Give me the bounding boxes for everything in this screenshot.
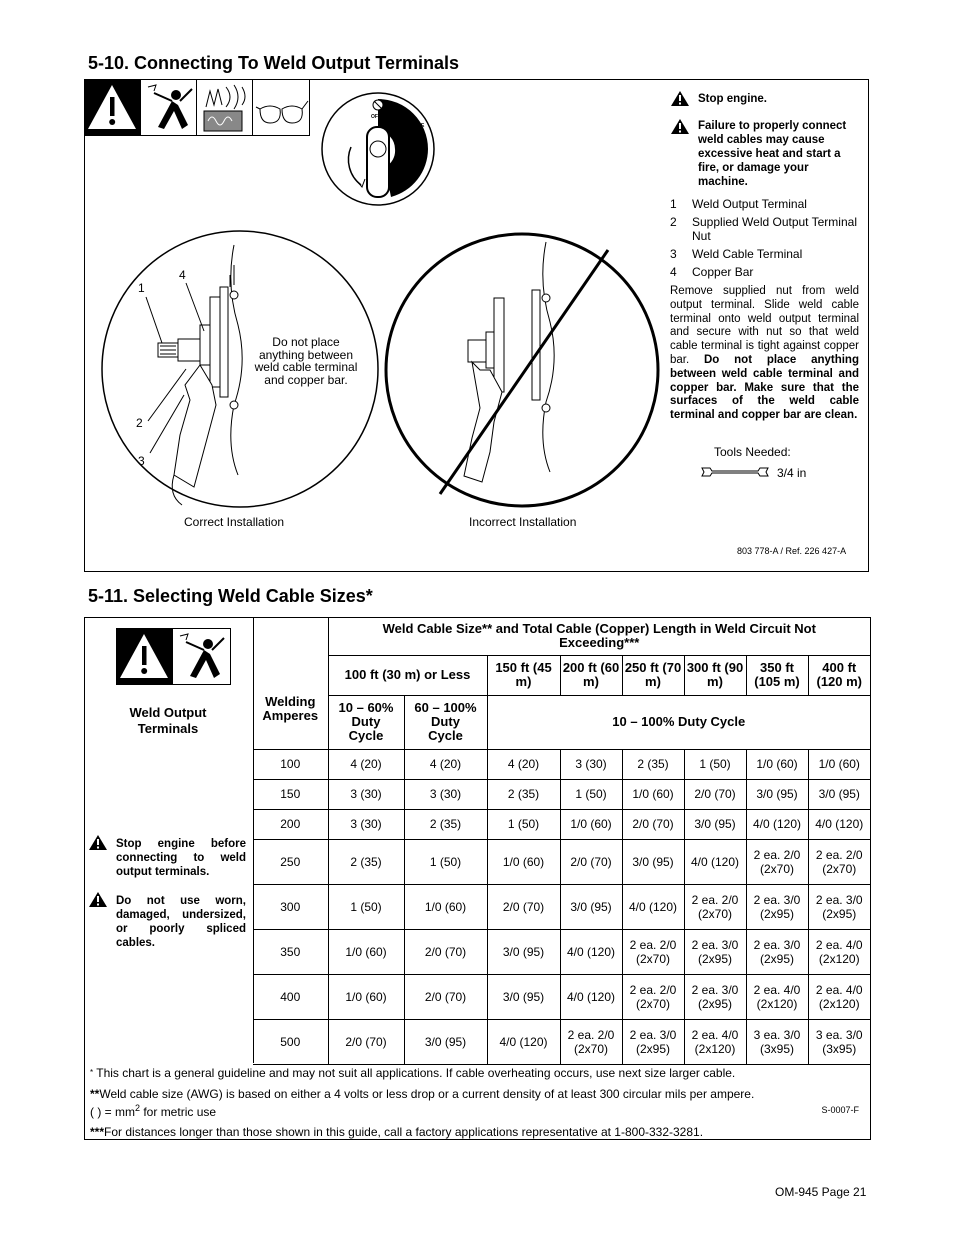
- legend-number: 4: [670, 265, 677, 279]
- cable-size-cell: 4/0 (120): [622, 884, 684, 929]
- footnote-text: for metric use: [140, 1105, 217, 1119]
- amperes-cell: 500: [253, 1019, 328, 1064]
- footnote-text: ( ) = mm: [90, 1105, 135, 1119]
- cable-size-cell: 2 ea. 3/0 (2x95): [622, 1019, 684, 1064]
- warning-triangle-icon: [88, 891, 108, 908]
- cable-size-cell: 3 (30): [404, 779, 487, 809]
- cable-size-cell: 1/0 (60): [622, 779, 684, 809]
- warning-stop-engine: [670, 90, 859, 107]
- cable-warnings: [88, 834, 246, 950]
- tool-size: 3/4 in: [777, 466, 807, 480]
- switch-label-off: OFF: [371, 114, 381, 120]
- footnote-text: Weld cable size (AWG) is based on either a 4 volts or less drop or a current density of at least 300 circular mils per ampere.: [99, 1087, 755, 1101]
- hazard-icon-pair: [116, 628, 231, 685]
- footnote-text: This chart is a general guideline and may not suit all applications. If cable overheating occurs, use next size larger cable.: [93, 1066, 736, 1080]
- legend-item: [670, 265, 859, 279]
- caption-correct: Correct Installation: [184, 515, 285, 529]
- footnote-2b: [90, 1101, 865, 1119]
- cable-size-cell: 4/0 (120): [808, 809, 870, 839]
- cable-size-cell: 1/0 (60): [560, 809, 622, 839]
- warning-triangle-icon: [670, 118, 690, 135]
- warning-stop-engine-text: Stop engine.: [698, 93, 767, 105]
- footnote-2: [90, 1087, 865, 1101]
- amperes-cell: 300: [253, 884, 328, 929]
- length-header: 300 ft (90 m): [684, 655, 746, 695]
- length-header: 200 ft (60 m): [560, 655, 622, 695]
- cable-size-cell: 2 (35): [622, 749, 684, 779]
- section-title-5-10: 5-10. Connecting To Weld Output Terminals: [88, 53, 460, 73]
- instruction-bold-text: Do not place anything between weld cable terminal and copper bar. Make sure that the surfaces of the weld cable terminal and copper bar are clean.: [670, 353, 859, 422]
- cable-size-cell: 4/0 (120): [487, 1019, 560, 1064]
- cable-size-cell: 3/0 (95): [622, 839, 684, 884]
- wrench-icon: [700, 465, 770, 479]
- legend-number: 2: [670, 215, 677, 229]
- instructions-column: [670, 90, 859, 423]
- amperes-cell: 400: [253, 974, 328, 1019]
- amperes-cell: 100: [253, 749, 328, 779]
- cable-size-cell: 2 ea. 2/0 (2x70): [622, 974, 684, 1019]
- cable-size-cell: 2 ea. 2/0 (2x70): [746, 839, 808, 884]
- no-obstruction-note: Do not place anything between weld cable terminal and copper bar.: [254, 335, 358, 387]
- cable-size-cell: 2 ea. 2/0 (2x70): [684, 884, 746, 929]
- warning-worn-cables: [88, 891, 246, 950]
- welding-amperes-header: Welding Amperes: [253, 617, 328, 749]
- engine-switch-diagram: [321, 87, 435, 217]
- cable-size-cell: 2 ea. 4/0 (2x120): [684, 1019, 746, 1064]
- cable-size-cell: 2 (35): [328, 839, 404, 884]
- footnote-mark: **: [90, 1087, 100, 1101]
- main-header: Weld Cable Size** and Total Cable (Copper) Length in Weld Circuit Not Exceeding***: [328, 617, 870, 655]
- footnote-text: For distances longer than those shown in this guide, call a factory applications representative at 1-800-332-3281.: [104, 1125, 704, 1139]
- legend-text: Weld Output Terminal: [692, 197, 807, 211]
- legend-number: 1: [670, 197, 677, 211]
- cable-size-cell: 2/0 (70): [328, 1019, 404, 1064]
- cable-size-cell: 2 ea. 3/0 (2x95): [684, 974, 746, 1019]
- cable-size-cell: 3 (30): [328, 809, 404, 839]
- legend-number: 3: [670, 247, 677, 261]
- callout-1: 1: [138, 281, 145, 295]
- cable-size-cell: 1 (50): [328, 884, 404, 929]
- page-footer: OM-945 Page 21: [775, 1185, 867, 1199]
- cable-size-cell: 2 ea. 4/0 (2x120): [808, 974, 870, 1019]
- footnote-reference: S-0007-F: [821, 1105, 859, 1115]
- cable-size-cell: 3/0 (95): [684, 809, 746, 839]
- length-header: 150 ft (45 m): [487, 655, 560, 695]
- length-header: 400 ft (120 m): [808, 655, 870, 695]
- legend-item: [670, 197, 859, 211]
- cable-size-cell: 3 (30): [560, 749, 622, 779]
- switch-label-run-idle: RUN / IDLE: [398, 123, 425, 129]
- cable-size-cell: 3 ea. 3/0 (3x95): [808, 1019, 870, 1064]
- footnote-superscript: 2: [135, 1103, 141, 1113]
- switch-label-start: START: [401, 176, 418, 182]
- cable-size-cell: 1 (50): [560, 779, 622, 809]
- length-header: 350 ft (105 m): [746, 655, 808, 695]
- footnote-3: [90, 1125, 865, 1139]
- length-header: 250 ft (70 m): [622, 655, 684, 695]
- cable-size-cell: 1 (50): [404, 839, 487, 884]
- table-row: [253, 749, 870, 779]
- section-title-5-11: 5-11. Selecting Weld Cable Sizes*: [88, 586, 373, 606]
- length-header-100: 100 ft (30 m) or Less: [328, 655, 487, 695]
- footnote-mark: ***: [90, 1125, 105, 1139]
- callout-3: 3: [138, 454, 145, 468]
- warning-failure: [670, 118, 859, 189]
- cable-size-cell: 3 (30): [328, 779, 404, 809]
- switch-label-run: RUN: [411, 151, 422, 157]
- cable-size-cell: 4 (20): [328, 749, 404, 779]
- footnote-1: [90, 1066, 865, 1080]
- cable-size-cell: 1 (50): [487, 809, 560, 839]
- cable-size-cell: 1 (50): [684, 749, 746, 779]
- weld-output-terminals-label: Weld Output Terminals: [129, 705, 207, 736]
- callout-2: 2: [136, 416, 143, 430]
- cable-size-cell: 2/0 (70): [487, 884, 560, 929]
- warning-triangle-icon: [88, 834, 108, 851]
- cable-size-cell: 1/0 (60): [808, 749, 870, 779]
- cable-size-cell: 2/0 (70): [404, 974, 487, 1019]
- cable-size-table: [253, 617, 870, 1065]
- cable-size-cell: 4/0 (120): [560, 974, 622, 1019]
- cable-size-cell: 1/0 (60): [328, 974, 404, 1019]
- table-row: [253, 839, 870, 884]
- warning-text: Do not use worn, damaged, undersized, or poorly spliced cables.: [116, 895, 246, 949]
- cable-size-cell: 2/0 (70): [684, 779, 746, 809]
- cable-size-cell: 2 ea. 2/0 (2x70): [560, 1019, 622, 1064]
- cable-size-cell: 3/0 (95): [404, 1019, 487, 1064]
- legend-item: [670, 215, 859, 243]
- cable-size-cell: 4/0 (120): [746, 809, 808, 839]
- cable-size-cell: 2/0 (70): [404, 929, 487, 974]
- installation-instructions: [670, 285, 859, 423]
- cable-size-cell: 2 ea. 3/0 (2x95): [746, 884, 808, 929]
- cable-size-cell: 2 ea. 2/0 (2x70): [622, 929, 684, 974]
- table-row: [253, 809, 870, 839]
- cable-size-cell: 3 ea. 3/0 (3x95): [746, 1019, 808, 1064]
- amperes-cell: 350: [253, 929, 328, 974]
- amperes-cell: 250: [253, 839, 328, 884]
- legend-text: Weld Cable Terminal: [692, 247, 803, 261]
- table-row: [253, 779, 870, 809]
- cable-size-cell: 1/0 (60): [404, 884, 487, 929]
- cable-size-cell: 4/0 (120): [560, 929, 622, 974]
- legend-text: Supplied Weld Output Terminal Nut: [692, 215, 857, 243]
- caption-incorrect: Incorrect Installation: [469, 515, 577, 529]
- cable-size-cell: 3/0 (95): [487, 929, 560, 974]
- instruction-text: Remove supplied nut from weld output terminal. Slide weld cable terminal onto weld output terminal and secure with nut so that weld cable terminal is tight against copper bar.: [670, 285, 859, 366]
- cable-size-cell: 3/0 (95): [808, 779, 870, 809]
- cable-size-cell: 1/0 (60): [487, 839, 560, 884]
- amperes-cell: 200: [253, 809, 328, 839]
- warning-text: Stop engine before connecting to weld output terminals.: [116, 838, 246, 878]
- cable-size-cell: 3/0 (95): [746, 779, 808, 809]
- warning-stop-engine-before: [88, 834, 246, 879]
- incorrect-installation-diagram: [382, 232, 672, 512]
- footnotes: [90, 1066, 865, 1139]
- hazard-icon-strip: [84, 79, 310, 136]
- amperes-cell: 150: [253, 779, 328, 809]
- duty-60-100-header: 60 – 100% Duty Cycle: [404, 695, 487, 749]
- duty-all-header: 10 – 100% Duty Cycle: [487, 695, 870, 749]
- cable-size-cell: 2 ea. 3/0 (2x95): [808, 884, 870, 929]
- cable-size-cell: 2 (35): [404, 809, 487, 839]
- legend-item: [670, 247, 859, 261]
- cable-size-cell: 1/0 (60): [746, 749, 808, 779]
- table-row: [253, 1019, 870, 1064]
- legend-text: Copper Bar: [692, 265, 754, 279]
- cable-size-cell: 3/0 (95): [560, 884, 622, 929]
- cable-size-cell: 4 (20): [404, 749, 487, 779]
- warning-triangle-icon: [670, 90, 690, 107]
- cable-size-cell: 1/0 (60): [328, 929, 404, 974]
- cable-size-cell: 2 ea. 3/0 (2x95): [684, 929, 746, 974]
- figure-reference: 803 778-A / Ref. 226 427-A: [737, 546, 847, 556]
- table-row: [253, 974, 870, 1019]
- cable-size-cell: 4/0 (120): [684, 839, 746, 884]
- cable-size-cell: 2 ea. 4/0 (2x120): [808, 929, 870, 974]
- cable-size-cell: 2 ea. 4/0 (2x120): [746, 974, 808, 1019]
- cable-size-cell: 2 ea. 3/0 (2x95): [746, 929, 808, 974]
- cable-size-cell: 2 ea. 2/0 (2x70): [808, 839, 870, 884]
- duty-10-60-header: 10 – 60% Duty Cycle: [328, 695, 404, 749]
- table-row: [253, 884, 870, 929]
- cable-size-cell: 2/0 (70): [622, 809, 684, 839]
- footnote-mark: *: [90, 1068, 94, 1077]
- callout-4: 4: [179, 268, 186, 282]
- cable-size-cell: 3/0 (95): [487, 974, 560, 1019]
- table-row: [253, 929, 870, 974]
- warning-failure-text: Failure to properly connect weld cables may cause excessive heat and start a fire, or damage your machine.: [698, 120, 847, 188]
- tools-needed-label: Tools Needed:: [714, 445, 791, 459]
- cable-size-cell: 2/0 (70): [560, 839, 622, 884]
- cable-size-cell: 2 (35): [487, 779, 560, 809]
- cable-size-cell: 4 (20): [487, 749, 560, 779]
